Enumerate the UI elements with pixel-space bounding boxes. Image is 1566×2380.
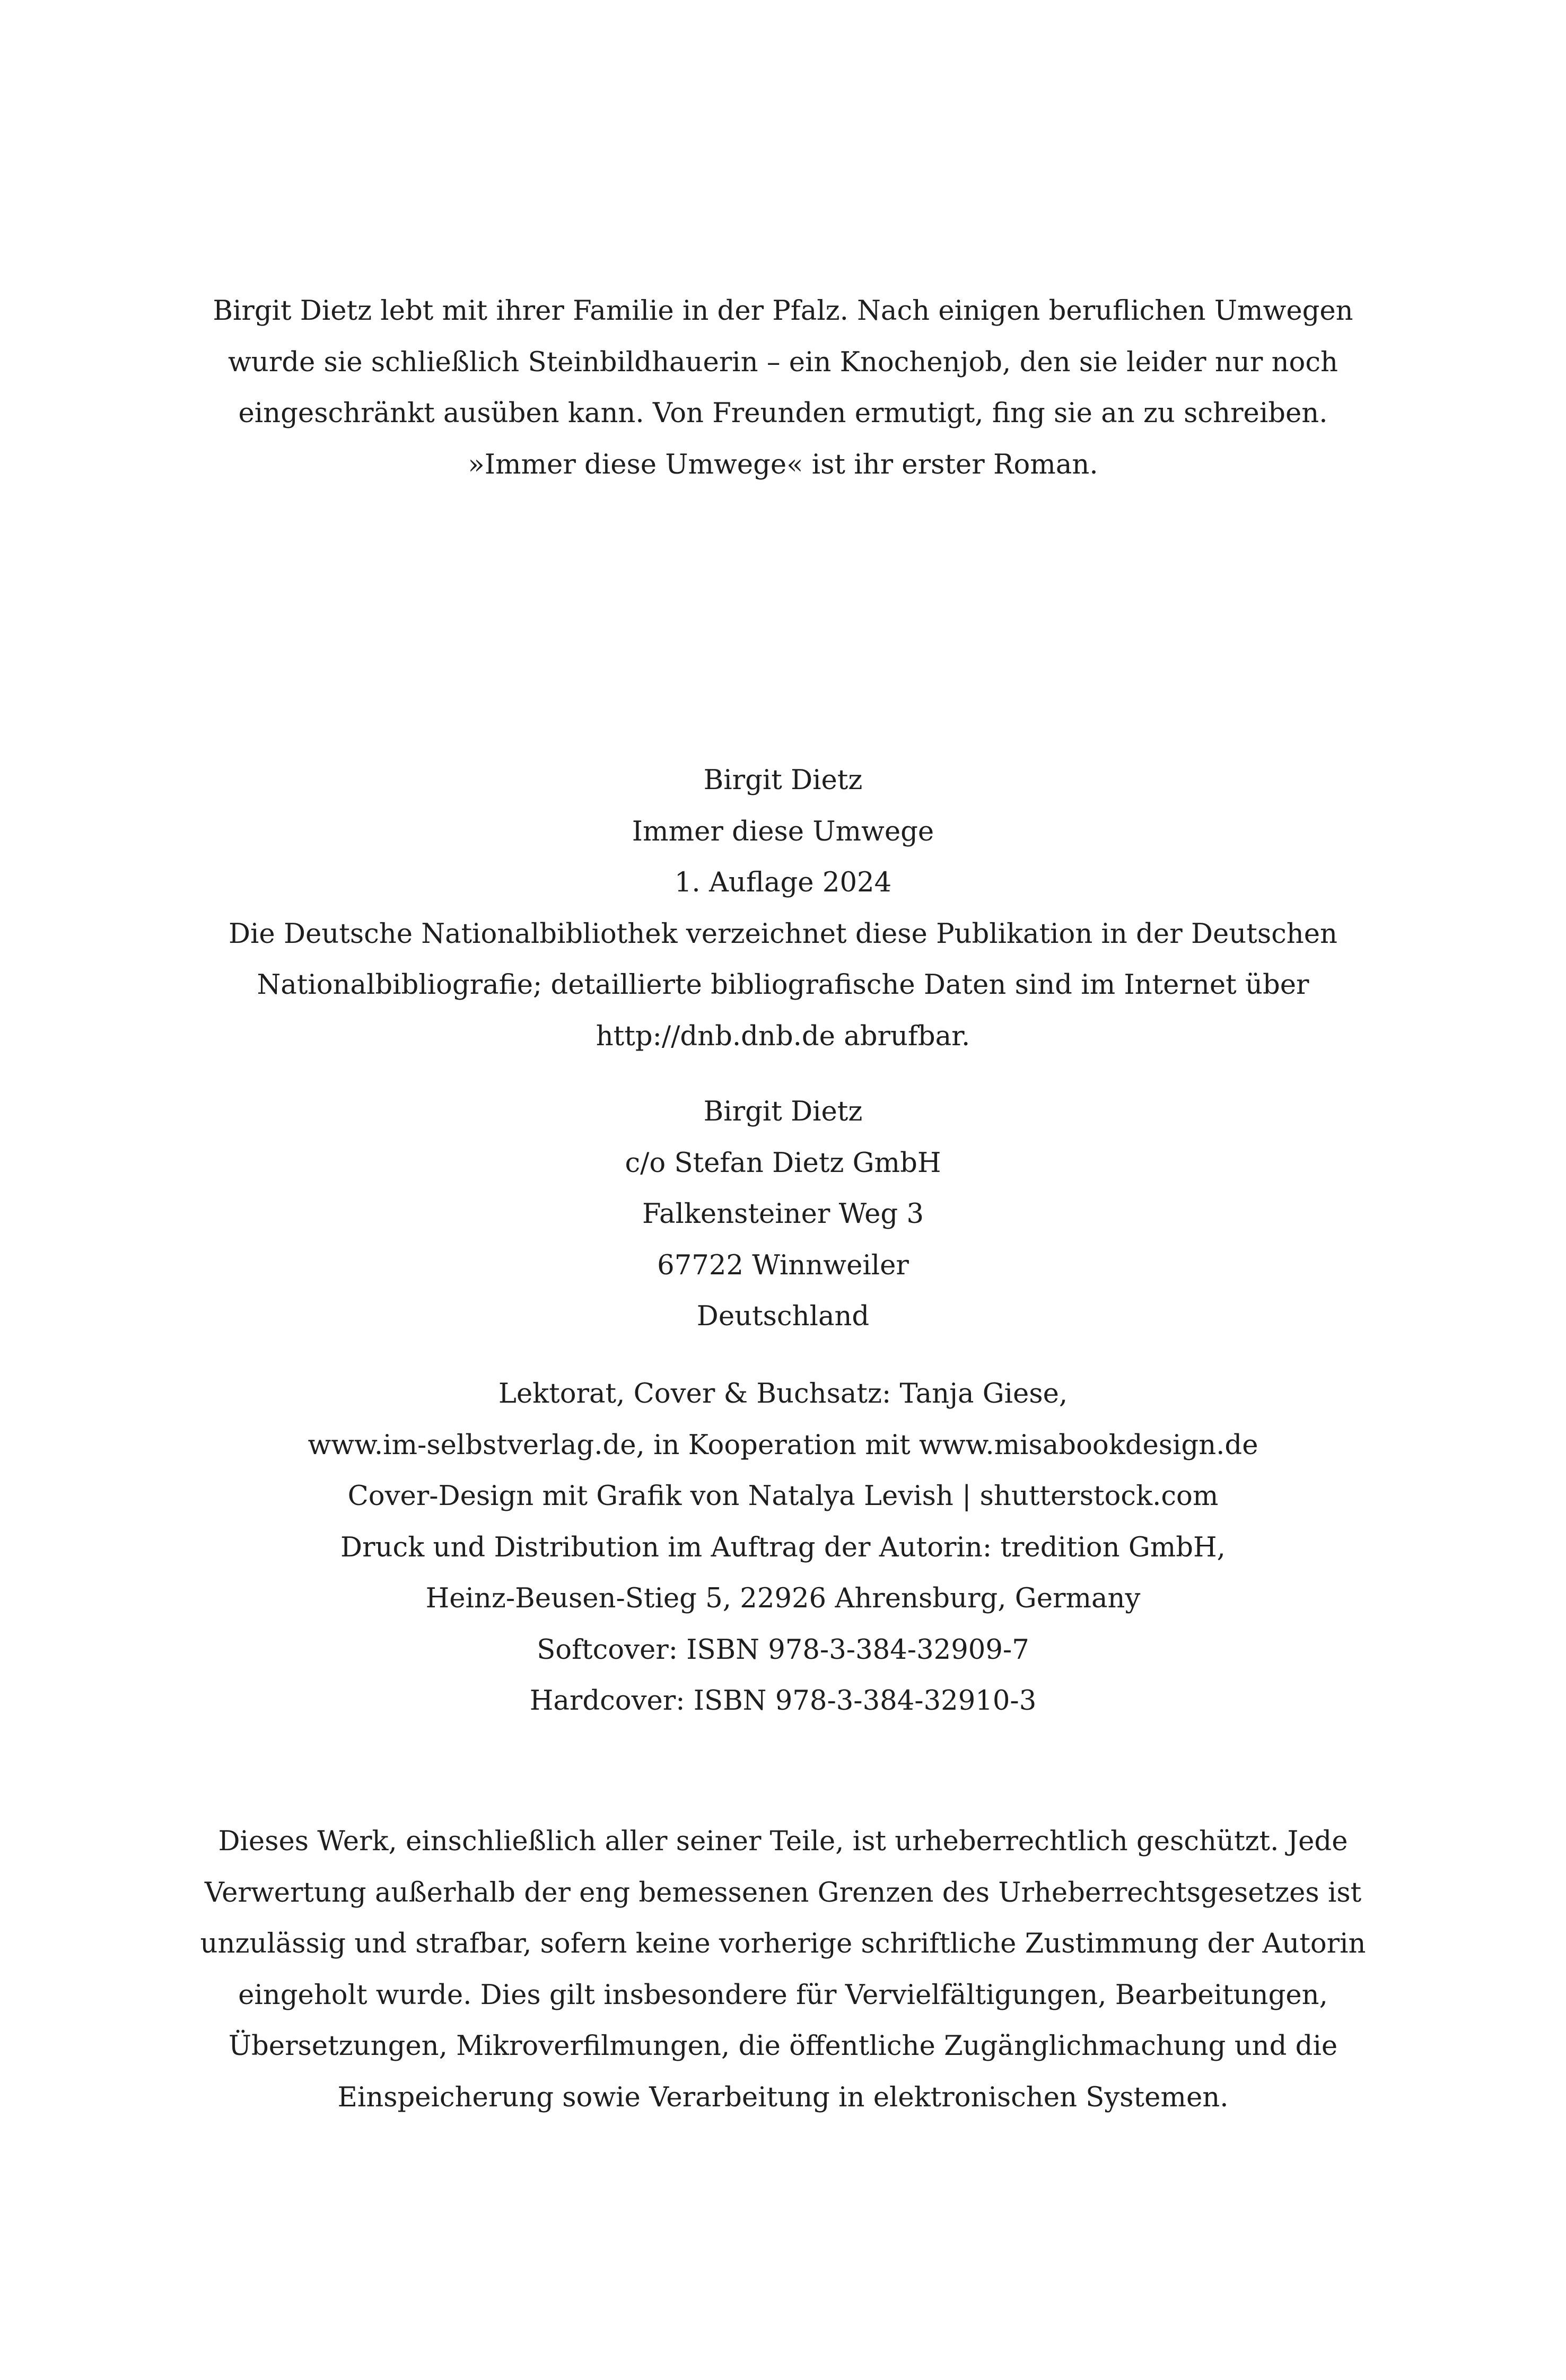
credits-line: Druck und Distribution im Auftrag der Autorin: tredition GmbH, (340, 1531, 1226, 1563)
address-line: 67722 Winnweiler (657, 1249, 909, 1281)
dnb-notice-line: Nationalbibliografie; detaillierte bibliografische Daten sind im Internet über (257, 969, 1309, 1001)
bio-line: Birgit Dietz lebt mit ihrer Familie in der Pfalz. Nach einigen beruflichen Umwegen (213, 295, 1353, 327)
address-line: Falkensteiner Weg 3 (642, 1198, 924, 1230)
copyright-line: unzulässig und strafbar, sofern keine vorherige schriftliche Zustimmung der Autorin (200, 1928, 1366, 1959)
dnb-notice-line: http://dnb.dnb.de abrufbar. (596, 1020, 970, 1052)
copyright-line: Dieses Werk, einschließlich aller seiner Teile, ist urheberrechtlich geschützt. Jede (218, 1825, 1348, 1857)
imprint-book-title: Immer diese Umwege (632, 815, 934, 847)
address-line: c/o Stefan Dietz GmbH (625, 1147, 941, 1179)
isbn-hardcover: Hardcover: ISBN 978-3-384-32910-3 (529, 1685, 1037, 1717)
bio-line: »Immer diese Umwege« ist ihr erster Roman. (468, 448, 1098, 480)
credits-line: www.im-selbstverlag.de, in Kooperation mit www.misabookdesign.de (308, 1429, 1258, 1461)
dnb-notice-line: Die Deutsche Nationalbibliothek verzeichnet diese Publikation in der Deutschen (228, 917, 1337, 950)
address-line: Deutschland (696, 1300, 870, 1332)
bio-line: eingeschränkt ausüben kann. Von Freunden ermutigt, fing sie an zu schreiben. (238, 397, 1328, 429)
bio-line: wurde sie schließlich Steinbildhauerin – ein Knochenjob, den sie leider nur noch (228, 346, 1338, 378)
copyright-line: eingeholt wurde. Dies gilt insbesondere für Vervielfältigungen, Bearbeitungen, (238, 1979, 1328, 2011)
imprint-block (0, 755, 1566, 1062)
copyright-line: Übersetzungen, Mikroverfilmungen, die öffentliche Zugänglichmachung und die (228, 2030, 1338, 2062)
credits-line: Heinz-Beusen-Stieg 5, 22926 Ahrensburg, Germany (425, 1582, 1141, 1614)
production-credits (0, 1368, 1566, 1727)
credits-line: Lektorat, Cover & Buchsatz: Tanja Giese, (498, 1378, 1068, 1410)
credits-line: Cover-Design mit Grafik von Natalya Levish | shutterstock.com (347, 1480, 1219, 1512)
copyright-notice (0, 1816, 1566, 2123)
isbn-softcover: Softcover: ISBN 978-3-384-32909-7 (537, 1633, 1029, 1666)
publisher-address (0, 1086, 1566, 1342)
address-line: Birgit Dietz (703, 1096, 863, 1127)
copyright-line: Verwertung außerhalb der eng bemessenen Grenzen des Urheberrechtsgesetzes ist (204, 1876, 1362, 1909)
imprint-author: Birgit Dietz (703, 764, 863, 796)
imprint-edition: 1. Auflage 2024 (674, 867, 892, 898)
copyright-line: Einspeicherung sowie Verarbeitung in elektronischen Systemen. (337, 2081, 1229, 2113)
author-bio (0, 285, 1566, 490)
